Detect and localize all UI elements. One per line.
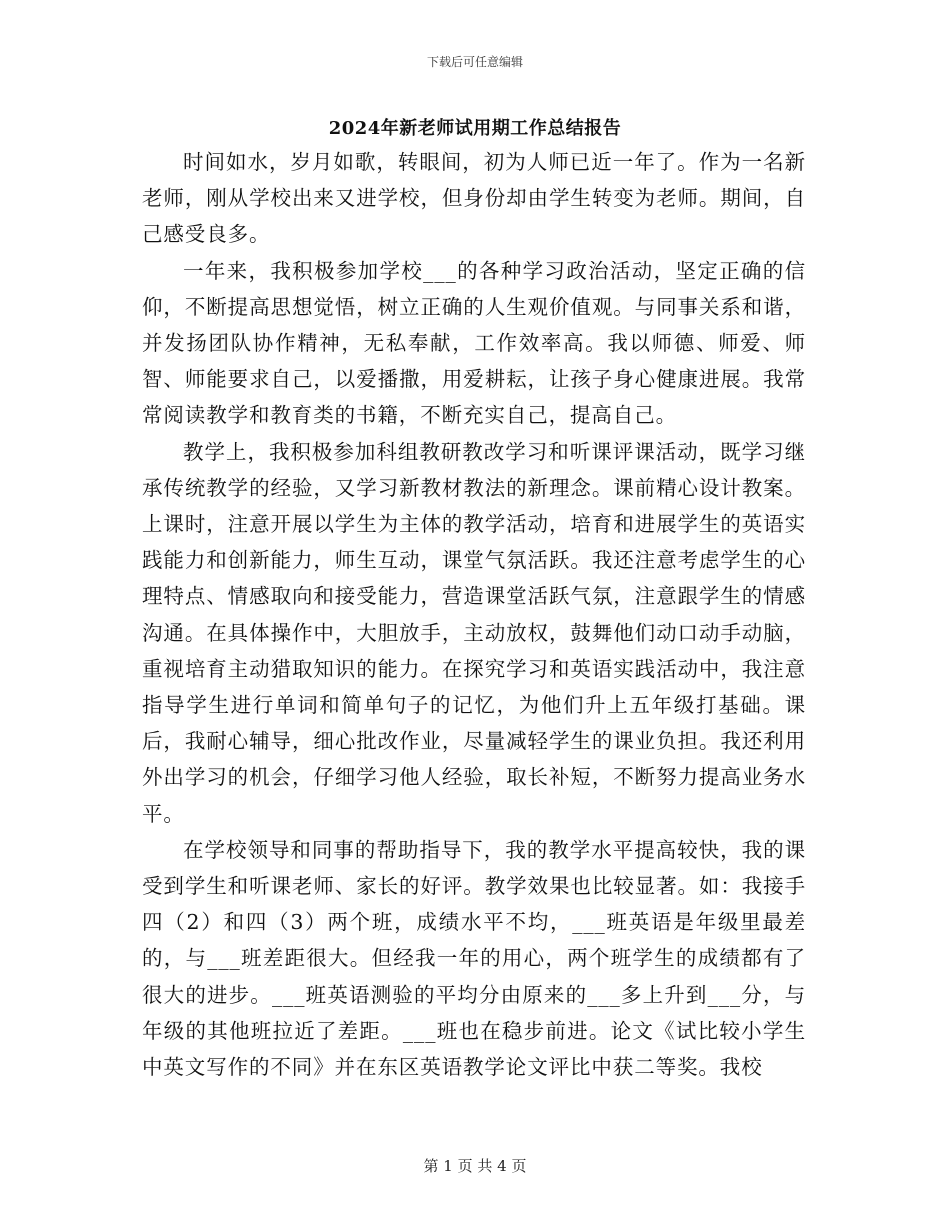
header-note: 下载后可任意编辑 [426,55,523,69]
paragraph-intro: 时间如水，岁月如歌，转眼间，初为人师已近一年了。作为一名新老师，刚从学校出来又进学校，但身份却由学生转变为老师。期间，自己感受良多。 [142,150,806,247]
page-number: 第 1 页 共 4 页 [423,1157,527,1175]
document-body [142,144,806,1085]
paragraph-teaching: 教学上，我积极参加科组教研教改学习和听课评课活动，既学习继承传统教学的经验，又学习新教材教法的新理念。课前精心设计教案。上课时，注意开展以学生为主体的教学活动，培育和进展学生的英语实践能力和创新能力，师生互动，课堂气氛活跃。我还注意考虑学生的心理特点、情感取向和接受能力，营造课堂活跃气氛，注意跟学生的情感沟通。在具体操作中，大胆放手，主动放权，鼓舞他们动口动手动脑，重视培育主动猎取知识的能力。在探究学习和英语实践活动中，我注意指导学生进行单词和简单句子的记忆，为他们升上五年级打基础。课后，我耐心辅导，细心批改作业，尽量减轻学生的课业负担。我还利用外出学习的机会，仔细学习他人经验，取长补短，不断努力提高业务水平。 [142,439,806,826]
document-title: 2024年新老师试用期工作总结报告 [328,118,622,139]
paragraph-study: 一年来，我积极参加学校___的各种学习政治活动，坚定正确的信仰，不断提高思想觉悟，树立正确的人生观价值观。与同事关系和谐，并发扬团队协作精神，无私奉献，工作效率高。我以师德、师爱、师智、师能要求自己，以爱播撒，用爱耕耘，让孩子身心健康进展。我常常阅读教学和教育类的书籍，不断充实自己，提高自己。 [142,258,806,428]
paragraph-results: 在学校领导和同事的帮助指导下，我的教学水平提高较快，我的课受到学生和听课老师、家长的好评。教学效果也比较显著。如：我接手四（2）和四（3）两个班，成绩水平不均，___班英语是年级里最差的，与___班差距很大。但经我一年的用心，两个班学生的成绩都有了很大的进步。___班英语测验的平均分由原来的___多上升到___分，与年级的其他班拉近了差距。___班也在稳步前进。论文《试比较小学生中英文写作的不同》并在东区英语教学论文评比中获二等奖。我校 [142,837,806,1080]
